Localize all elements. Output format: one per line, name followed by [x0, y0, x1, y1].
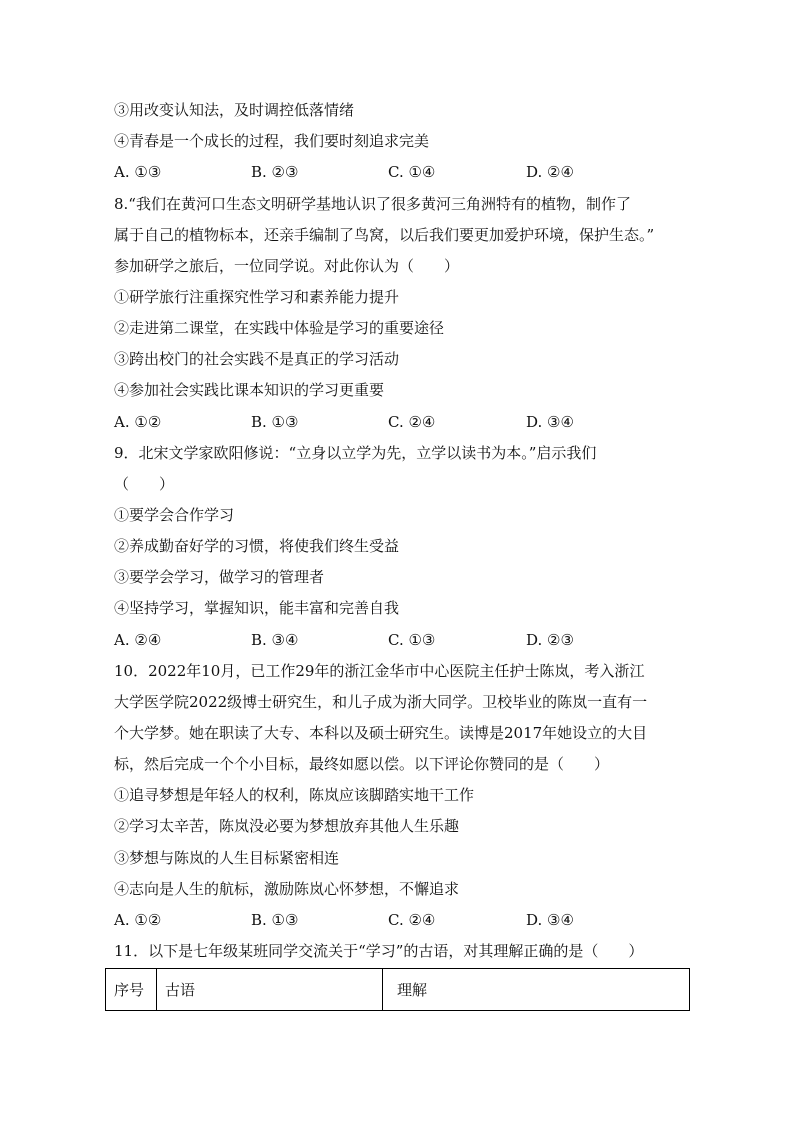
q8-option-c: C. ②④ [388, 413, 436, 431]
q10-option-a: A. ①② [114, 911, 162, 929]
q9-item-4: ④坚持学习，掌握知识，能丰富和完善自我 [114, 599, 400, 617]
q10-option-b: B. ①③ [251, 911, 299, 929]
q11-stem: 11．以下是七年级某班同学交流关于“学习”的古语，对其理解正确的是（ ） [114, 942, 644, 960]
q10-option-d: D. ③④ [526, 911, 574, 929]
q10-item-2: ②学习太辛苦，陈岚没必要为梦想放弃其他人生乐趣 [114, 817, 460, 835]
q9-option-b: B. ③④ [251, 631, 299, 649]
header-cell-understanding: 理解 [383, 969, 690, 1011]
header-cell-proverb: 古语 [157, 969, 383, 1011]
q8-option-a: A. ①② [114, 413, 162, 431]
q9-option-c: C. ①③ [388, 631, 436, 649]
q9-item-2: ②养成勤奋好学的习惯，将使我们终生受益 [114, 537, 400, 555]
q8-item-1: ①研学旅行注重探究性学习和素养能力提升 [114, 288, 400, 306]
top-item-3: ③用改变认知法，及时调控低落情绪 [114, 101, 355, 119]
q10-stem-line-2: 大学医学院2022级博士研究生，和儿子成为浙大同学。卫校毕业的陈岚一直有一 [114, 693, 648, 711]
top-item-4: ④青春是一个成长的过程，我们要时刻追求完美 [114, 132, 430, 150]
q10-stem-line-1: 10．2022年10月，已工作29年的浙江金华市中心医院主任护士陈岚，考入浙江 [114, 662, 645, 680]
q8-stem-line-1: 8.“我们在黄河口生态文明研学基地认识了很多黄河三角洲特有的植物，制作了 [114, 195, 631, 213]
top-option-c: C. ①④ [388, 163, 436, 181]
q8-option-d: D. ③④ [526, 413, 574, 431]
q9-stem-line-2: （ ） [114, 475, 175, 493]
top-option-b: B. ②③ [251, 163, 299, 181]
q8-option-b: B. ①③ [251, 413, 299, 431]
q10-option-c: C. ②④ [388, 911, 436, 929]
q10-stem-line-4: 标，然后完成一个个小目标，最终如愿以偿。以下评论你赞同的是（ ） [114, 755, 610, 773]
q8-item-3: ③跨出校门的社会实践不是真正的学习活动 [114, 350, 400, 368]
q8-item-4: ④参加社会实践比课本知识的学习更重要 [114, 381, 385, 399]
q8-stem-line-3: 参加研学之旅后，一位同学说。对此你认为（ ） [114, 257, 460, 275]
top-option-d: D. ②④ [526, 163, 574, 181]
q9-option-a: A. ②④ [114, 631, 162, 649]
q11-table [105, 968, 690, 1011]
q10-item-4: ④志向是人生的航标，激励陈岚心怀梦想，不懈追求 [114, 880, 460, 898]
q8-item-2: ②走进第二课堂，在实践中体验是学习的重要途径 [114, 319, 445, 337]
table-header-row [106, 969, 690, 1011]
top-option-a: A. ①③ [114, 163, 162, 181]
q9-item-3: ③要学会学习，做学习的管理者 [114, 568, 325, 586]
q9-item-1: ①要学会合作学习 [114, 506, 235, 524]
q10-item-1: ①追寻梦想是年轻人的权利，陈岚应该脚踏实地干工作 [114, 786, 475, 804]
q8-stem-line-2: 属于自己的植物标本，还亲手编制了鸟窝，以后我们要更加爱护环境，保护生态。” [114, 226, 655, 244]
q10-stem-line-3: 个大学梦。她在职读了大专、本科以及硕士研究生。读博是2017年她设立的大目 [114, 724, 648, 742]
q10-item-3: ③梦想与陈岚的人生目标紧密相连 [114, 849, 340, 867]
header-cell-index: 序号 [106, 969, 157, 1011]
q9-option-d: D. ②③ [526, 631, 574, 649]
q9-stem-line-1: 9．北宋文学家欧阳修说：“立身以立学为先，立学以读书为本。”启示我们 [114, 444, 597, 462]
